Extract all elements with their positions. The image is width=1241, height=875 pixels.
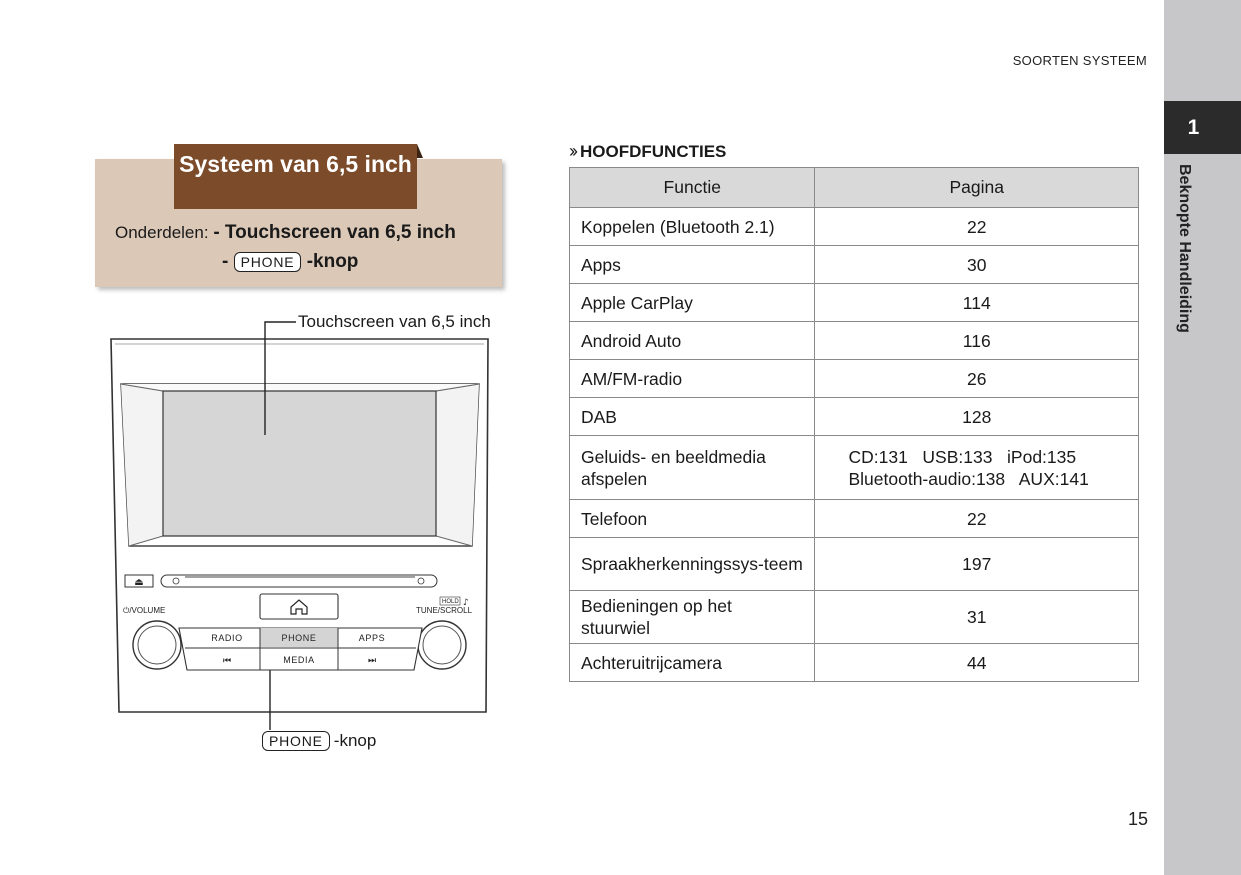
page-cell: 197 <box>815 538 1139 591</box>
page-cell: 116 <box>815 322 1139 360</box>
col-header-function: Functie <box>570 168 815 208</box>
function-cell: Apps <box>570 246 815 284</box>
chapter-number-box <box>1164 101 1241 154</box>
table-row <box>570 591 1139 644</box>
table-row <box>570 538 1139 591</box>
functions-heading <box>569 141 726 162</box>
functions-heading-text: HOOFDFUNCTIES <box>580 142 727 161</box>
function-cell: AM/FM-radio <box>570 360 815 398</box>
phone-key-symbol: PHONE <box>234 252 302 272</box>
radio-button: RADIO <box>211 633 243 643</box>
table-row <box>570 284 1139 322</box>
table-row <box>570 322 1139 360</box>
table-row <box>570 360 1139 398</box>
function-cell: Geluids- en beeldmedia afspelen <box>570 436 815 500</box>
components-label: Onderdelen: <box>115 223 209 242</box>
col-header-page: Pagina <box>815 168 1139 208</box>
double-chevron-icon: ›› <box>569 141 575 161</box>
components-row-2 <box>222 251 358 273</box>
page-cell: 44 <box>815 644 1139 682</box>
page-cell: 26 <box>815 360 1139 398</box>
page-cell-line-2: Bluetooth-audio:138 AUX:141 <box>848 468 1089 489</box>
table-row <box>570 644 1139 682</box>
apps-button: APPS <box>358 633 386 643</box>
home-button <box>260 594 338 619</box>
table-row <box>570 500 1139 538</box>
function-cell: DAB <box>570 398 815 436</box>
prev-track-icon: ⏮ <box>222 656 232 666</box>
page-cell: 114 <box>815 284 1139 322</box>
phone-knop-label <box>262 731 376 751</box>
function-cell: Bedieningen op het stuurwiel <box>570 591 815 644</box>
component-knop: -knop <box>306 251 359 272</box>
page-cell <box>815 436 1139 500</box>
table-row <box>570 398 1139 436</box>
function-cell: Android Auto <box>570 322 815 360</box>
table-row <box>570 246 1139 284</box>
function-cell: Achteruitrijcamera <box>570 644 815 682</box>
page-cell: 31 <box>815 591 1139 644</box>
function-cell: Koppelen (Bluetooth 2.1) <box>570 208 815 246</box>
page-cell-line-1: CD:131 USB:133 iPod:135 <box>848 446 1077 467</box>
function-cell: Apple CarPlay <box>570 284 815 322</box>
component-touchscreen: - Touchscreen van 6,5 inch <box>213 222 456 243</box>
volume-label: ⏻/VOLUME <box>123 606 166 615</box>
table-row <box>570 436 1139 500</box>
function-cell: Spraakherkenningssys-teem <box>570 538 815 591</box>
system-title: Systeem van 6,5 inch <box>174 144 417 209</box>
chapter-number: 1 <box>1187 115 1200 139</box>
phone-button: PHONE <box>281 633 317 643</box>
table-row <box>570 208 1139 246</box>
volume-knob <box>133 621 181 669</box>
page-cell: 30 <box>815 246 1139 284</box>
functions-table <box>569 167 1139 682</box>
touchscreen-label: Touchscreen van 6,5 inch <box>298 312 491 331</box>
head-unit-illustration <box>105 312 505 732</box>
tune-knob <box>418 621 466 669</box>
next-track-icon: ⏭ <box>367 656 377 666</box>
table-header-row <box>570 168 1139 208</box>
section-header: SOORTEN SYSTEEM <box>1012 53 1147 68</box>
tune-scroll-label: TUNE/SCROLL <box>416 606 473 615</box>
components-row-1 <box>115 222 456 244</box>
function-cell: Telefoon <box>570 500 815 538</box>
knop-suffix: -knop <box>333 731 377 750</box>
svg-text:♪: ♪ <box>463 598 469 608</box>
page-cell: 22 <box>815 500 1139 538</box>
eject-icon: ⏏ <box>134 577 144 588</box>
phone-key-symbol-bottom: PHONE <box>262 731 330 751</box>
page-cell: 128 <box>815 398 1139 436</box>
hold-label: HOLD <box>442 599 459 605</box>
page-cell: 22 <box>815 208 1139 246</box>
chapter-title: Beknopte Handleiding <box>1176 164 1193 333</box>
page-number: 15 <box>1127 809 1148 829</box>
component-dash: - <box>222 251 229 272</box>
title-corner-decoration <box>417 144 423 158</box>
media-button: MEDIA <box>283 655 315 665</box>
touchscreen <box>163 391 436 536</box>
